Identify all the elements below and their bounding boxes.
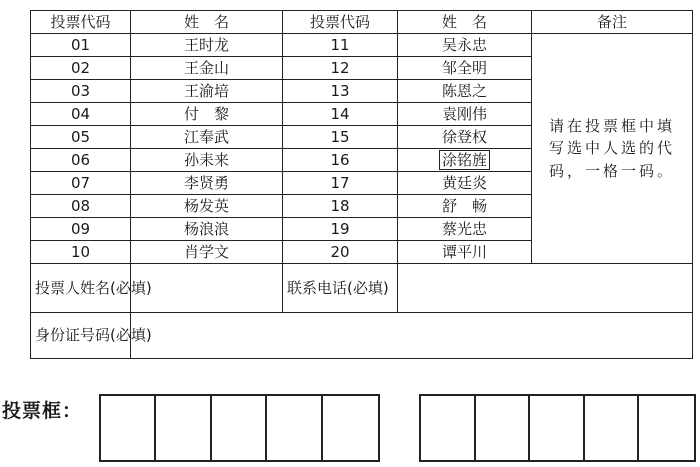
candidate-code: 17 (283, 172, 398, 195)
header-name-1: 姓 名 (131, 11, 283, 34)
id-info-row (31, 313, 693, 359)
voter-info-row (31, 264, 693, 313)
header-code-2: 投票代码 (283, 11, 398, 34)
candidate-code: 10 (31, 241, 131, 264)
header-row (31, 11, 693, 34)
candidate-code: 01 (31, 34, 131, 57)
candidate-code: 19 (283, 218, 398, 241)
candidate-code: 04 (31, 103, 131, 126)
ballot-box-cell[interactable] (101, 396, 156, 460)
ballot-box-label: 投票框： (2, 400, 83, 422)
candidate-code: 11 (283, 34, 398, 57)
candidate-name: 邹全明 (398, 57, 532, 80)
candidate-code: 18 (283, 195, 398, 218)
phone-field[interactable] (398, 264, 693, 313)
candidate-name: 蔡光忠 (398, 218, 532, 241)
candidate-code: 06 (31, 149, 131, 172)
candidate-name: 王金山 (131, 57, 283, 80)
voter-name-label: 投票人姓名(必填) (31, 264, 131, 313)
header-name-2: 姓 名 (398, 11, 532, 34)
voter-name-field[interactable] (131, 264, 283, 313)
ballot-box-cell[interactable] (421, 396, 476, 460)
candidate-name: 李贤勇 (131, 172, 283, 195)
ballot-box-cell[interactable] (212, 396, 267, 460)
candidate-name-highlighted: 涂铭旌 (439, 150, 490, 170)
candidate-name: 黄廷炎 (398, 172, 532, 195)
candidate-code: 05 (31, 126, 131, 149)
candidate-code: 02 (31, 57, 131, 80)
id-number-field[interactable] (131, 313, 693, 359)
ballot-box-cell[interactable] (639, 396, 694, 460)
candidate-code: 12 (283, 57, 398, 80)
candidate-code: 13 (283, 80, 398, 103)
id-number-label: 身份证号码(必填) (31, 313, 131, 359)
candidate-code: 15 (283, 126, 398, 149)
candidate-name (398, 149, 532, 172)
candidate-name: 谭平川 (398, 241, 532, 264)
candidate-code: 07 (31, 172, 131, 195)
ballot-box-cell[interactable] (476, 396, 531, 460)
ballot-box-cell[interactable] (530, 396, 585, 460)
header-note: 备注 (532, 11, 693, 34)
ballot-box-cell[interactable] (323, 396, 378, 460)
ballot-table (30, 10, 693, 359)
note-instructions: 请在投票框中填写选中人选的代码，一格一码。 (532, 34, 693, 264)
candidate-code: 03 (31, 80, 131, 103)
candidate-code: 09 (31, 218, 131, 241)
ballot-box-cell[interactable] (156, 396, 211, 460)
candidate-code: 08 (31, 195, 131, 218)
candidate-name: 徐登权 (398, 126, 532, 149)
candidate-name: 杨浪浪 (131, 218, 283, 241)
candidate-name: 陈恩之 (398, 80, 532, 103)
phone-label: 联系电话(必填) (283, 264, 398, 313)
candidate-name: 王时龙 (131, 34, 283, 57)
candidate-name: 江奉武 (131, 126, 283, 149)
table-row (31, 34, 693, 57)
candidate-code: 14 (283, 103, 398, 126)
candidate-name: 孙耒来 (131, 149, 283, 172)
ballot-box-cell[interactable] (267, 396, 322, 460)
ballot-box-cell[interactable] (585, 396, 640, 460)
candidate-name: 舒 畅 (398, 195, 532, 218)
candidate-name: 袁刚伟 (398, 103, 532, 126)
candidate-name: 肖学文 (131, 241, 283, 264)
ballot-box-group-left (99, 394, 380, 462)
candidate-name: 吴永忠 (398, 34, 532, 57)
candidate-name: 王渝培 (131, 80, 283, 103)
candidate-name: 付 黎 (131, 103, 283, 126)
header-code-1: 投票代码 (31, 11, 131, 34)
candidate-code: 20 (283, 241, 398, 264)
ballot-box-group-right (419, 394, 696, 462)
candidate-name: 杨发英 (131, 195, 283, 218)
candidate-code: 16 (283, 149, 398, 172)
